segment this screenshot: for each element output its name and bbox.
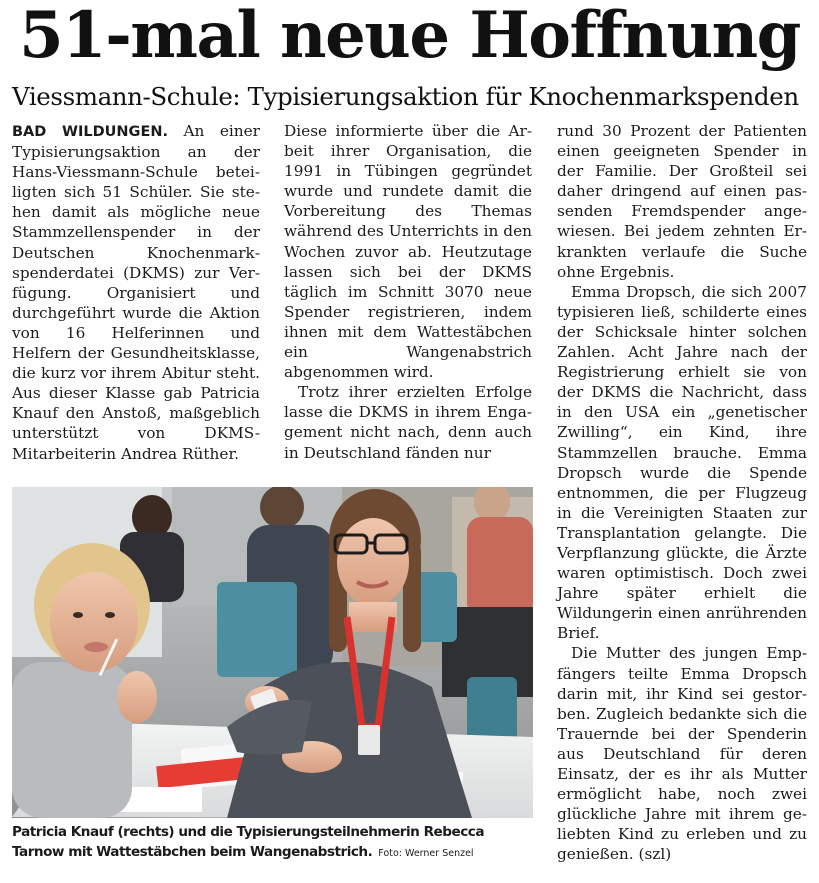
- article-column-1: [12, 121, 260, 464]
- column-1-paragraph-1: [12, 121, 260, 464]
- subheadline: Viessmann-Schule: Typisierungsaktion für Knochenmarkspenden: [12, 82, 799, 111]
- column-2-paragraph-1: Diese informierte über die Arbeit ihrer Organisation, die 1991 in Tübingen gegründet wurde und rundete damit die Vorbereitung des Themas während des Unterrichts in den Wochen zuvor ab. Heutzutage lassen sich bei der DKMS täglich im Schnitt 3070 neue Spender registrieren, indem ihnen mit dem Wattestäbchen ein Wangenabstrich abgenommen wird.: [284, 122, 532, 382]
- classroom-photo-illustration: [12, 487, 533, 818]
- caption-line-2-text: Tarnow mit Wattestäbchen beim Wangenabstrich.: [12, 844, 373, 860]
- column-3-paragraph-2: Emma Dropsch, die sich 2007 typisieren ließ, schilderte eines der Schicksale hinter solchen Zahlen. Acht Jahre nach der Registrierung erhielt sie von der DKMS die Nachricht, dass in den USA ein „genetischer Zwilling“, ein Kind, ihre Stammzellen brauche. Emma Dropsch wurde die Spende entnommen, die per Flugzeug in die Vereinigten Staaten zur Transplantation gelangte. Die Verpflanzung glückte, die Ärzte waren optimistisch. Doch zwei Jahre später erhielt die Wildungerin einen anrührenden Brief.: [557, 282, 807, 643]
- caption-line-1: Patricia Knauf (rechts) und die Typisierungsteilnehmerin Rebecca: [12, 824, 484, 840]
- photo-credit: Foto: Werner Senzel: [378, 848, 474, 859]
- photo-caption: [12, 822, 547, 864]
- column-3-paragraph-3: Die Mutter des jungen Empfängers teilte Emma Dropsch darin mit, ihr Kind sei gestorben. Zugleich bedankte sich die Trauernde bei der Spenderin aus Deutschland für deren Einsatz, der es ihr als Mutter ermöglicht habe, noch zwei glückliche Jahre mit ihrem geliebten Kind zu erleben und zu genießen. (szl): [557, 644, 807, 864]
- caption-line-2: [12, 842, 547, 864]
- article-column-3: [557, 121, 807, 864]
- article-column-2: [284, 121, 532, 463]
- column-1-paragraph-1-text: An einer Typisierungsaktion an der Hans-Viessmann-Schule beteiligten sich 51 Schüler. Sie stehen damit als mögliche neue Stammzellenspender in der Deutschen Knochenmarkspenderdatei (DKMS) zur Verfügung. Organisiert und durchgeführt wurde die Aktion von 16 Helferinnen und Helfern der Gesundheitsklasse, die kurz vor ihrem Abitur steht. Aus dieser Klasse gab Patricia Knauf den Anstoß, maßgeblich unterstützt von DKMS-Mitarbeiterin Andrea Rüther.: [12, 122, 260, 463]
- column-2-paragraph-2: Trotz ihrer erzielten Erfolge lasse die DKMS in ihrem Engagement nicht nach, denn auch in Deutschland fänden nur: [284, 383, 532, 462]
- article-photo: [12, 487, 533, 818]
- dateline: BAD WILDUNGEN.: [12, 124, 168, 140]
- column-3-paragraph-1: rund 30 Prozent der Patienten einen geeigneten Spender in der Familie. Der Großteil sei daher dringend auf einen passenden Fremdspender angewiesen. Bei jedem zehnten Erkrankten verlaufe die Suche ohne Ergebnis.: [557, 122, 807, 281]
- headline: 51-mal neue Hoffnung: [19, 0, 800, 73]
